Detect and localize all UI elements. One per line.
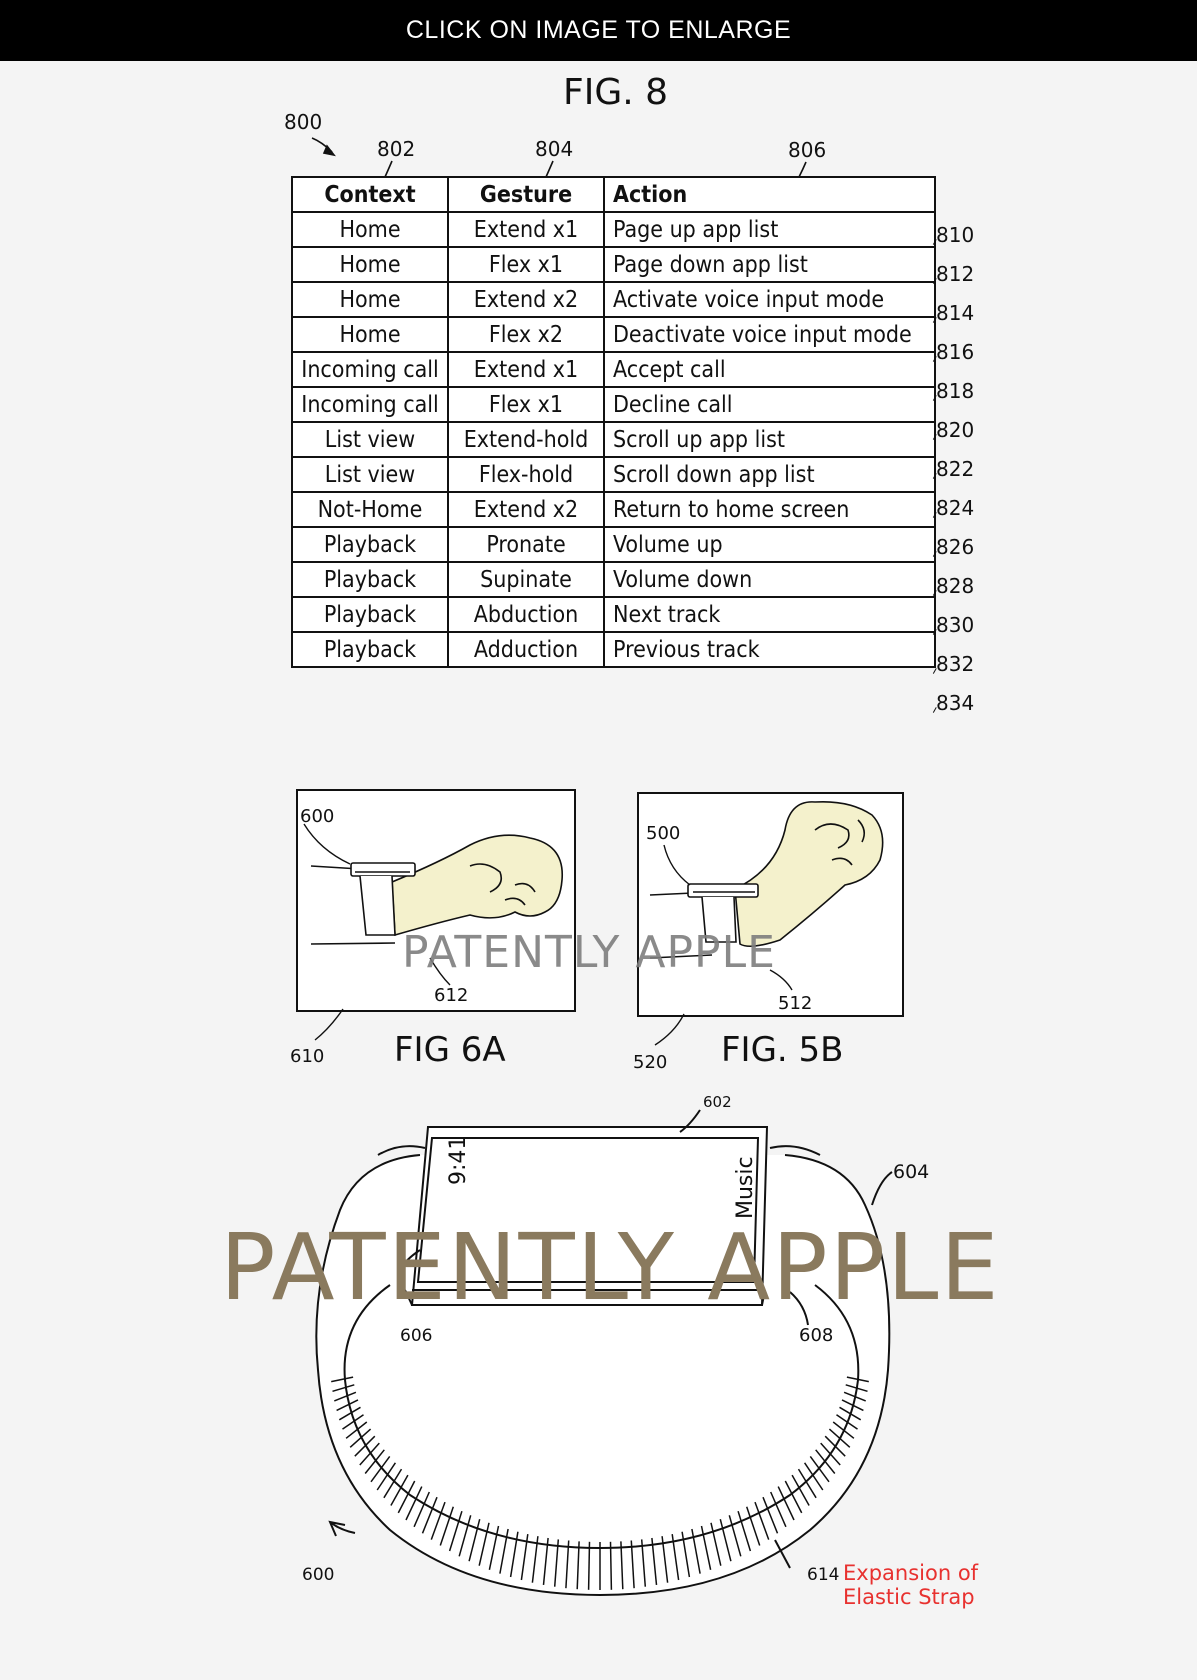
- row-ref-label: 812: [936, 262, 975, 286]
- cell-gesture: Extend x2: [448, 492, 604, 527]
- cell-context: Playback: [292, 597, 448, 632]
- ref-806: 806: [788, 138, 827, 162]
- row-ref-label: 830: [936, 613, 975, 637]
- ref-612: 612: [434, 985, 469, 1006]
- row-ref-label: 822: [936, 457, 975, 481]
- fig5b-title: FIG. 5B: [721, 1030, 844, 1070]
- strap-ridge: [611, 1542, 612, 1590]
- cell-action: Accept call: [604, 352, 935, 387]
- cell-gesture: Pronate: [448, 527, 604, 562]
- cell-context: Playback: [292, 527, 448, 562]
- watermark-lower: PATENTLY APPLE: [220, 1214, 1001, 1321]
- cell-action: Deactivate voice input mode: [604, 317, 935, 352]
- cell-gesture: Extend-hold: [448, 422, 604, 457]
- cell-gesture: Flex x2: [448, 317, 604, 352]
- cell-context: Not-Home: [292, 492, 448, 527]
- header-action: Action: [604, 177, 935, 212]
- header-gesture: Gesture: [448, 177, 604, 212]
- row-ref-label: 816: [936, 340, 975, 364]
- cell-gesture: Flex-hold: [448, 457, 604, 492]
- cell-context: Home: [292, 317, 448, 352]
- cell-action: Next track: [604, 597, 935, 632]
- cell-context: Playback: [292, 632, 448, 667]
- cell-gesture: Adduction: [448, 632, 604, 667]
- cell-action: Volume up: [604, 527, 935, 562]
- ref-600: 600: [302, 1565, 335, 1585]
- cell-action: Return to home screen: [604, 492, 935, 527]
- cell-action: Activate voice input mode: [604, 282, 935, 317]
- cell-action: Scroll down app list: [604, 457, 935, 492]
- cell-gesture: Extend x1: [448, 352, 604, 387]
- ref-606: 606: [400, 1326, 433, 1346]
- cell-gesture: Abduction: [448, 597, 604, 632]
- fig8-title: FIG. 8: [563, 72, 669, 113]
- ref-608: 608: [799, 1325, 834, 1346]
- row-ref-label: 834: [936, 691, 975, 715]
- watermark-upper: PATENTLY APPLE: [402, 927, 776, 978]
- ref-600-6a: 600: [300, 806, 335, 827]
- cell-action: Page down app list: [604, 247, 935, 282]
- row-ref-label: 824: [936, 496, 975, 520]
- row-ref-label: 814: [936, 301, 975, 325]
- row-ref-label: 832: [936, 652, 975, 676]
- row-ref-label: 826: [936, 535, 975, 559]
- row-ref-label: 828: [936, 574, 975, 598]
- row-ref-label: 810: [936, 223, 975, 247]
- screen-time: 9:41: [446, 1135, 471, 1185]
- fig6a-title: FIG 6A: [394, 1030, 506, 1070]
- cell-gesture: Extend x2: [448, 282, 604, 317]
- cell-context: List view: [292, 422, 448, 457]
- ref-804: 804: [535, 137, 574, 161]
- cell-context: List view: [292, 457, 448, 492]
- cell-action: Previous track: [604, 632, 935, 667]
- cell-context: Incoming call: [292, 387, 448, 422]
- ref-602: 602: [703, 1093, 732, 1111]
- strap-ridge: [589, 1542, 590, 1590]
- cell-context: Home: [292, 282, 448, 317]
- ref-800: 800: [284, 110, 323, 134]
- cell-context: Incoming call: [292, 352, 448, 387]
- cell-action: Scroll up app list: [604, 422, 935, 457]
- cell-context: Home: [292, 247, 448, 282]
- ref-614: 614: [807, 1565, 840, 1585]
- cell-gesture: Extend x1: [448, 212, 604, 247]
- cell-gesture: Supinate: [448, 562, 604, 597]
- cell-gesture: Flex x1: [448, 387, 604, 422]
- ref-802: 802: [377, 137, 416, 161]
- ref-610: 610: [290, 1046, 325, 1067]
- cell-context: Home: [292, 212, 448, 247]
- header-context: Context: [292, 177, 448, 212]
- cell-action: Page up app list: [604, 212, 935, 247]
- cell-gesture: Flex x1: [448, 247, 604, 282]
- strap-note-line-2: Elastic Strap: [843, 1585, 975, 1609]
- strap-note-line-1: Expansion of: [843, 1561, 979, 1585]
- ref-512: 512: [778, 993, 813, 1014]
- strap-expansion-note: [843, 1561, 978, 1609]
- ref-604: 604: [893, 1161, 930, 1183]
- cell-action: Decline call: [604, 387, 935, 422]
- row-ref-label: 818: [936, 379, 975, 403]
- screen-app-label: Music: [733, 1156, 758, 1219]
- ref-520: 520: [633, 1052, 668, 1073]
- cell-action: Volume down: [604, 562, 935, 597]
- ref-500: 500: [646, 823, 681, 844]
- cell-context: Playback: [292, 562, 448, 597]
- enlarge-image-banner[interactable]: CLICK ON IMAGE TO ENLARGE: [0, 0, 1197, 61]
- row-ref-label: 820: [936, 418, 975, 442]
